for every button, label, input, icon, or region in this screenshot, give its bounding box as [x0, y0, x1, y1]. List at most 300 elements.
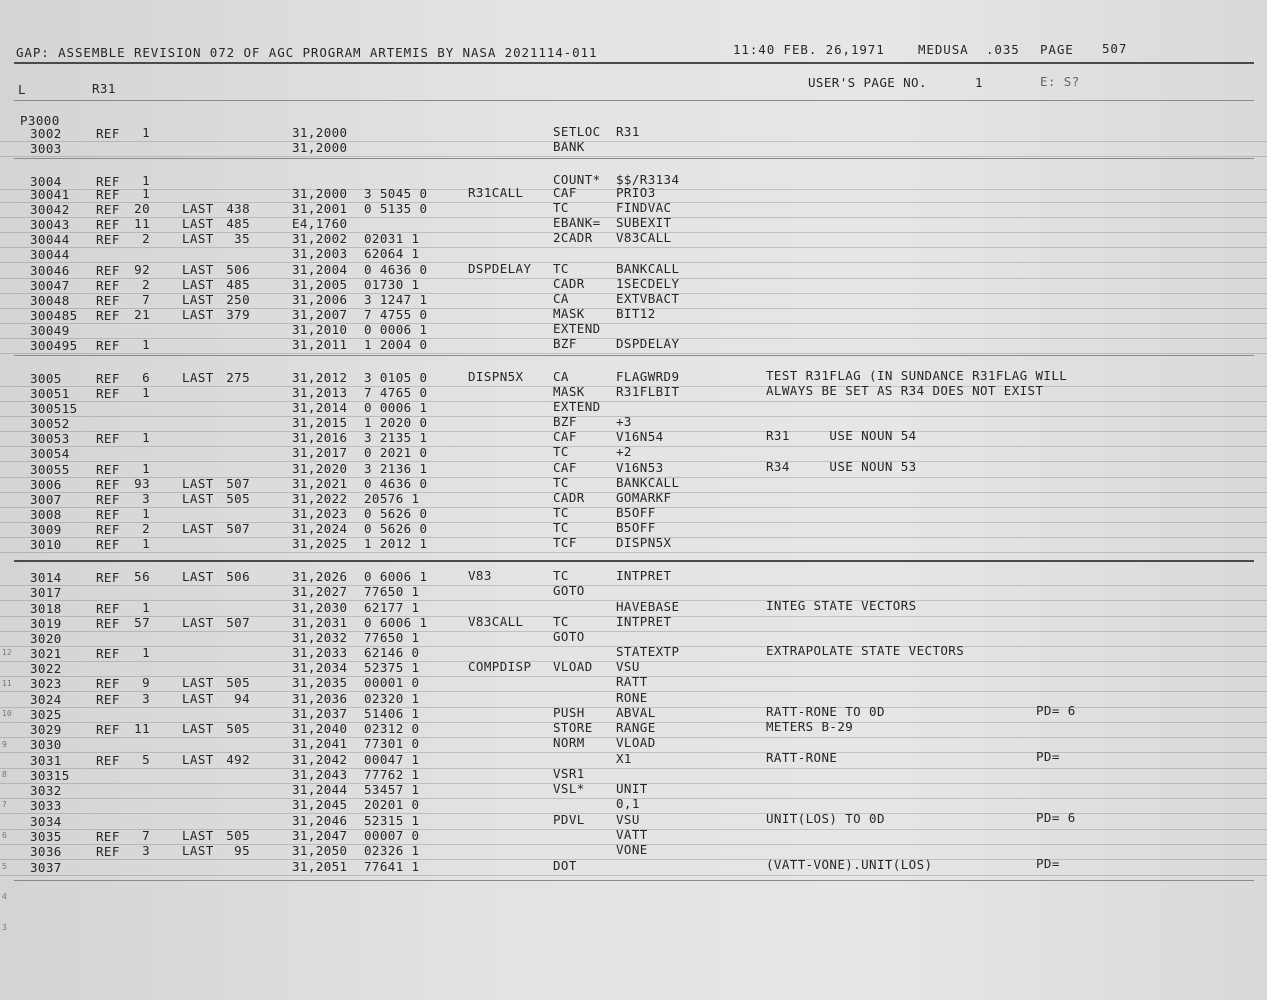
row-line-number: 30044 [30, 232, 70, 247]
row-line-number: 3021 [30, 646, 62, 661]
row-line-number: 30051 [30, 386, 70, 401]
row-address: 31,2035 [292, 675, 348, 690]
row-ref-count: 3 [142, 491, 150, 506]
row-last-keyword: LAST [182, 370, 214, 385]
row-pd-annotation: PD= 6 [1036, 703, 1076, 718]
row-last-keyword: LAST [182, 615, 214, 630]
row-comment: R34 USE NOUN 53 [766, 459, 917, 474]
row-line-number: 3037 [30, 860, 62, 875]
row-octal-code: 7 4755 0 [364, 307, 428, 322]
row-opcode: STORE [553, 720, 593, 735]
row-opcode: TC [553, 568, 569, 583]
row-last-page: 275 [226, 370, 250, 385]
row-line-number: 3023 [30, 676, 62, 691]
row-line-number: 3009 [30, 522, 62, 537]
margin-mark: 9 [2, 740, 7, 749]
row-octal-code: 62064 1 [364, 246, 420, 261]
row-octal-code: 77650 1 [364, 630, 420, 645]
row-line-number: 3018 [30, 601, 62, 616]
row-last-keyword: LAST [182, 491, 214, 506]
row-ref-keyword: REF [96, 676, 120, 691]
row-address: 31,2033 [292, 645, 348, 660]
row-last-page: 35 [234, 231, 250, 246]
row-octal-code: 1 2012 1 [364, 536, 428, 551]
row-ref-count: 56 [134, 569, 150, 584]
row-last-keyword: LAST [182, 752, 214, 767]
row-label: DSPDELAY [468, 261, 532, 276]
row-ref-keyword: REF [96, 217, 120, 232]
margin-mark: 3 [2, 923, 7, 932]
row-ref-count: 3 [142, 843, 150, 858]
header-page-num: 507 [1102, 41, 1128, 56]
row-comment: EXTRAPOLATE STATE VECTORS [766, 643, 965, 658]
row-octal-code: 0 4636 0 [364, 262, 428, 277]
row-address: 31,2025 [292, 536, 348, 551]
row-operand: RATT [616, 674, 648, 689]
row-octal-code: 0 6006 1 [364, 615, 428, 630]
row-ref-keyword: REF [96, 492, 120, 507]
row-address: 31,2004 [292, 262, 348, 277]
margin-mark: 8 [2, 770, 7, 779]
row-octal-code: 77641 1 [364, 859, 420, 874]
row-octal-code: 53457 1 [364, 782, 420, 797]
row-opcode: CAF [553, 429, 577, 444]
row-line-number: 3022 [30, 661, 62, 676]
row-line-number: 3010 [30, 537, 62, 552]
row-line-number: 30041 [30, 187, 70, 202]
row-octal-code: 02326 1 [364, 843, 420, 858]
row-last-page: 485 [226, 216, 250, 231]
row-octal-code: 62146 0 [364, 645, 420, 660]
row-last-page: 492 [226, 752, 250, 767]
row-ref-keyword: REF [96, 462, 120, 477]
row-last-page: 505 [226, 675, 250, 690]
row-ref-keyword: REF [96, 570, 120, 585]
ruled-line [0, 247, 1267, 248]
row-ref-count: 2 [142, 521, 150, 536]
row-line-number: 30049 [30, 323, 70, 338]
row-opcode: MASK [553, 384, 585, 399]
row-opcode: GOTO [553, 583, 585, 598]
row-opcode: 2CADR [553, 230, 593, 245]
row-address: 31,2050 [292, 843, 348, 858]
row-label: R31CALL [468, 185, 524, 200]
row-octal-code: 0 4636 0 [364, 476, 428, 491]
row-last-keyword: LAST [182, 307, 214, 322]
row-operand: HAVEBASE [616, 599, 680, 614]
row-opcode: EXTEND [553, 321, 601, 336]
row-ref-keyword: REF [96, 202, 120, 217]
row-operand: GOMARKF [616, 490, 672, 505]
users-page-label: USER'S PAGE NO. [808, 75, 927, 90]
row-operand: RANGE [616, 720, 656, 735]
row-line-number: 3036 [30, 844, 62, 859]
row-label: V83CALL [468, 614, 524, 629]
row-ref-count: 92 [134, 262, 150, 277]
row-opcode: CADR [553, 276, 585, 291]
row-octal-code: 0 2021 0 [364, 445, 428, 460]
row-comment: ALWAYS BE SET AS R34 DOES NOT EXIST [766, 383, 1044, 398]
row-last-keyword: LAST [182, 721, 214, 736]
row-ref-keyword: REF [96, 522, 120, 537]
row-last-keyword: LAST [182, 691, 214, 706]
row-address: 31,2017 [292, 445, 348, 460]
row-address: 31,2041 [292, 736, 348, 751]
row-comment: TEST R31FLAG (IN SUNDANCE R31FLAG WILL [766, 368, 1068, 383]
row-octal-code: 1 2004 0 [364, 337, 428, 352]
row-line-number: 3017 [30, 585, 62, 600]
row-operand: UNIT [616, 781, 648, 796]
row-address: 31,2037 [292, 706, 348, 721]
row-octal-code: 0 5135 0 [364, 201, 428, 216]
row-operand: FINDVAC [616, 200, 672, 215]
row-comment: RATT-RONE [766, 750, 838, 765]
row-address: 31,2013 [292, 385, 348, 400]
row-operand: 0,1 [616, 796, 640, 811]
row-ref-keyword: REF [96, 187, 120, 202]
row-line-number: 30044 [30, 247, 70, 262]
row-opcode: TC [553, 520, 569, 535]
header-timestamp: 11:40 FEB. 26,1971 [733, 42, 885, 57]
row-address: 31,2007 [292, 307, 348, 322]
row-comment: METERS B-29 [766, 719, 854, 734]
row-line-number: 30052 [30, 416, 70, 431]
row-line-number: 3035 [30, 829, 62, 844]
row-address: E4,1760 [292, 216, 348, 231]
row-ref-keyword: REF [96, 338, 120, 353]
row-opcode: PUSH [553, 705, 585, 720]
row-operand: R31FLBIT [616, 384, 680, 399]
ruled-line [0, 401, 1267, 402]
row-ref-count: 1 [142, 337, 150, 352]
row-line-number: 3003 [30, 141, 62, 156]
row-opcode: PDVL [553, 812, 585, 827]
row-operand: INTPRET [616, 568, 672, 583]
row-ref-count: 2 [142, 231, 150, 246]
row-comment: RATT-RONE TO 0D [766, 704, 885, 719]
ruled-line [0, 323, 1267, 324]
row-line-number: 3007 [30, 492, 62, 507]
header-system: MEDUSA [918, 42, 969, 57]
row-operand: 1SECDELY [616, 276, 680, 291]
row-ref-count: 6 [142, 370, 150, 385]
ruled-line [0, 552, 1267, 553]
row-address: 31,2016 [292, 430, 348, 445]
log-section: R31 [92, 81, 116, 96]
row-last-keyword: LAST [182, 292, 214, 307]
row-last-page: 505 [226, 721, 250, 736]
row-line-number: 300485 [30, 308, 78, 323]
row-operand: PRIO3 [616, 185, 656, 200]
row-address: 31,2045 [292, 797, 348, 812]
row-address: 31,2021 [292, 476, 348, 491]
row-last-keyword: LAST [182, 262, 214, 277]
row-address: 31,2047 [292, 828, 348, 843]
row-line-number: 30046 [30, 263, 70, 278]
row-line-number: 3020 [30, 631, 62, 646]
row-line-number: 300495 [30, 338, 78, 353]
row-ref-keyword: REF [96, 692, 120, 707]
row-last-page: 438 [226, 201, 250, 216]
row-label: COMPDISP [468, 659, 532, 674]
row-opcode: TC [553, 261, 569, 276]
row-line-number: 3034 [30, 814, 62, 829]
row-ref-count: 1 [142, 461, 150, 476]
row-address: 31,2044 [292, 782, 348, 797]
row-octal-code: 02312 0 [364, 721, 420, 736]
row-line-number: 3031 [30, 753, 62, 768]
row-operand: $$/R3134 [616, 172, 680, 187]
row-octal-code: 77301 0 [364, 736, 420, 751]
row-address: 31,2000 [292, 125, 348, 140]
row-line-number: 30315 [30, 768, 70, 783]
row-opcode: CA [553, 291, 569, 306]
row-opcode: CAF [553, 185, 577, 200]
header-page-label: PAGE [1040, 42, 1074, 57]
row-line-number: 3033 [30, 798, 62, 813]
margin-mark: 10 [2, 709, 12, 718]
row-line-number: 3005 [30, 371, 62, 386]
row-ref-keyword: REF [96, 537, 120, 552]
ruled-line [0, 875, 1267, 876]
row-opcode: EBANK= [553, 215, 601, 230]
row-ref-keyword: REF [96, 477, 120, 492]
row-opcode: SETLOC [553, 124, 601, 139]
row-line-number: 3004 [30, 174, 62, 189]
row-last-keyword: LAST [182, 828, 214, 843]
row-last-keyword: LAST [182, 277, 214, 292]
row-last-page: 250 [226, 292, 250, 307]
row-octal-code: 52375 1 [364, 660, 420, 675]
program-tag: P3000 [20, 113, 60, 128]
row-octal-code: 0 5626 0 [364, 521, 428, 536]
row-line-number: 300515 [30, 401, 78, 416]
row-last-keyword: LAST [182, 231, 214, 246]
row-line-number: 3002 [30, 126, 62, 141]
row-ref-count: 93 [134, 476, 150, 491]
row-octal-code: 3 5045 0 [364, 186, 428, 201]
row-octal-code: 20201 0 [364, 797, 420, 812]
row-octal-code: 02320 1 [364, 691, 420, 706]
row-operand: ABVAL [616, 705, 656, 720]
row-last-page: 505 [226, 491, 250, 506]
ruled-line [0, 768, 1267, 769]
row-line-number: 30047 [30, 278, 70, 293]
row-ref-count: 57 [134, 615, 150, 630]
row-octal-code: 3 2136 1 [364, 461, 428, 476]
row-octal-code: 02031 1 [364, 231, 420, 246]
row-ref-keyword: REF [96, 844, 120, 859]
row-last-page: 506 [226, 262, 250, 277]
row-last-page: 95 [234, 843, 250, 858]
row-ref-keyword: REF [96, 753, 120, 768]
row-operand: SUBEXIT [616, 215, 672, 230]
row-address: 31,2040 [292, 721, 348, 736]
margin-mark: 12 [2, 648, 12, 657]
row-opcode: EXTEND [553, 399, 601, 414]
row-octal-code: 51406 1 [364, 706, 420, 721]
row-address: 31,2010 [292, 322, 348, 337]
row-last-keyword: LAST [182, 201, 214, 216]
row-operand: VLOAD [616, 735, 656, 750]
row-operand: V16N53 [616, 460, 664, 475]
row-address: 31,2026 [292, 569, 348, 584]
row-operand: +3 [616, 414, 632, 429]
row-last-page: 94 [234, 691, 250, 706]
row-operand: EXTVBACT [616, 291, 680, 306]
row-ref-count: 5 [142, 752, 150, 767]
row-address: 31,2023 [292, 506, 348, 521]
row-operand: BANKCALL [616, 261, 680, 276]
users-page-num: 1 [975, 75, 983, 90]
row-address: 31,2002 [292, 231, 348, 246]
row-last-page: 506 [226, 569, 250, 584]
row-ref-count: 7 [142, 292, 150, 307]
row-operand: INTPRET [616, 614, 672, 629]
row-last-keyword: LAST [182, 569, 214, 584]
row-octal-code: 20576 1 [364, 491, 420, 506]
row-operand: STATEXTP [616, 644, 680, 659]
row-last-page: 507 [226, 615, 250, 630]
ruled-line [0, 446, 1267, 447]
row-ref-keyword: REF [96, 601, 120, 616]
row-ref-count: 1 [142, 173, 150, 188]
row-operand: DSPDELAY [616, 336, 680, 351]
row-ref-count: 9 [142, 675, 150, 690]
row-operand: VSU [616, 812, 640, 827]
row-ref-count: 1 [142, 385, 150, 400]
separator-rule [14, 158, 1254, 159]
row-line-number: 3014 [30, 570, 62, 585]
row-label: DISPN5X [468, 369, 524, 384]
row-ref-count: 1 [142, 430, 150, 445]
row-pd-annotation: PD= 6 [1036, 810, 1076, 825]
row-opcode: DOT [553, 858, 577, 873]
row-opcode: BZF [553, 336, 577, 351]
row-ref-keyword: REF [96, 174, 120, 189]
row-last-keyword: LAST [182, 521, 214, 536]
row-address: 31,2005 [292, 277, 348, 292]
row-comment: R31 USE NOUN 54 [766, 428, 917, 443]
header-underline [14, 62, 1254, 64]
row-address: 31,2015 [292, 415, 348, 430]
row-octal-code: 3 2135 1 [364, 430, 428, 445]
row-last-keyword: LAST [182, 216, 214, 231]
row-ref-keyword: REF [96, 293, 120, 308]
row-line-number: 3030 [30, 737, 62, 752]
row-line-number: 30048 [30, 293, 70, 308]
row-address: 31,2000 [292, 186, 348, 201]
row-comment: INTEG STATE VECTORS [766, 598, 917, 613]
row-operand: VSU [616, 659, 640, 674]
row-address: 31,2000 [292, 140, 348, 155]
row-last-page: 507 [226, 521, 250, 536]
row-line-number: 3032 [30, 783, 62, 798]
row-ref-keyword: REF [96, 126, 120, 141]
row-operand: +2 [616, 444, 632, 459]
row-octal-code: 0 6006 1 [364, 569, 428, 584]
row-opcode: TC [553, 505, 569, 520]
row-operand: BANKCALL [616, 475, 680, 490]
ruled-line [0, 631, 1267, 632]
row-ref-count: 1 [142, 600, 150, 615]
row-operand: VONE [616, 842, 648, 857]
row-address: 31,2014 [292, 400, 348, 415]
row-ref-keyword: REF [96, 829, 120, 844]
row-address: 31,2001 [292, 201, 348, 216]
row-octal-code: 1 2020 0 [364, 415, 428, 430]
row-octal-code: 62177 1 [364, 600, 420, 615]
row-octal-code: 00047 1 [364, 752, 420, 767]
row-octal-code: 0 5626 0 [364, 506, 428, 521]
row-ref-count: 7 [142, 828, 150, 843]
row-address: 31,2043 [292, 767, 348, 782]
row-line-number: 3029 [30, 722, 62, 737]
row-line-number: 3008 [30, 507, 62, 522]
row-opcode: TC [553, 200, 569, 215]
margin-mark: 7 [2, 800, 7, 809]
users-page-suffix: E: S? [1040, 74, 1080, 89]
row-line-number: 3025 [30, 707, 62, 722]
row-address: 31,2051 [292, 859, 348, 874]
row-opcode: COUNT* [553, 172, 601, 187]
row-line-number: 3006 [30, 477, 62, 492]
row-opcode: VSL* [553, 781, 585, 796]
row-ref-count: 11 [134, 216, 150, 231]
row-ref-count: 20 [134, 201, 150, 216]
row-address: 31,2003 [292, 246, 348, 261]
row-line-number: 30054 [30, 446, 70, 461]
row-ref-keyword: REF [96, 507, 120, 522]
row-comment: UNIT(LOS) TO 0D [766, 811, 885, 826]
separator-rule [14, 560, 1254, 562]
row-address: 31,2036 [292, 691, 348, 706]
ruled-line [0, 416, 1267, 417]
row-ref-keyword: REF [96, 371, 120, 386]
row-ref-count: 11 [134, 721, 150, 736]
row-ref-keyword: REF [96, 263, 120, 278]
row-octal-code: 77650 1 [364, 584, 420, 599]
header-title: GAP: ASSEMBLE REVISION 072 OF AGC PROGRAM ARTEMIS BY NASA 2021114-011 [16, 45, 598, 60]
row-ref-keyword: REF [96, 386, 120, 401]
row-octal-code: 0 0006 1 [364, 322, 428, 337]
ruled-line [0, 859, 1267, 860]
row-opcode: TC [553, 475, 569, 490]
row-last-keyword: LAST [182, 843, 214, 858]
separator-rule [14, 880, 1254, 881]
header-system-num: .035 [986, 42, 1020, 57]
row-ref-count: 1 [142, 506, 150, 521]
margin-mark: 4 [2, 892, 7, 901]
row-line-number: 30053 [30, 431, 70, 446]
row-ref-keyword: REF [96, 722, 120, 737]
row-address: 31,2032 [292, 630, 348, 645]
ruled-line [0, 141, 1267, 142]
row-octal-code: 00001 0 [364, 675, 420, 690]
section-rule [14, 100, 1254, 101]
row-address: 31,2034 [292, 660, 348, 675]
row-octal-code: 0 0006 1 [364, 400, 428, 415]
row-address: 31,2030 [292, 600, 348, 615]
row-address: 31,2020 [292, 461, 348, 476]
row-operand: B5OFF [616, 520, 656, 535]
row-pd-annotation: PD= [1036, 856, 1060, 871]
row-pd-annotation: PD= [1036, 749, 1060, 764]
row-octal-code: 00007 0 [364, 828, 420, 843]
row-opcode: GOTO [553, 629, 585, 644]
row-opcode: TC [553, 444, 569, 459]
row-opcode: VLOAD [553, 659, 593, 674]
